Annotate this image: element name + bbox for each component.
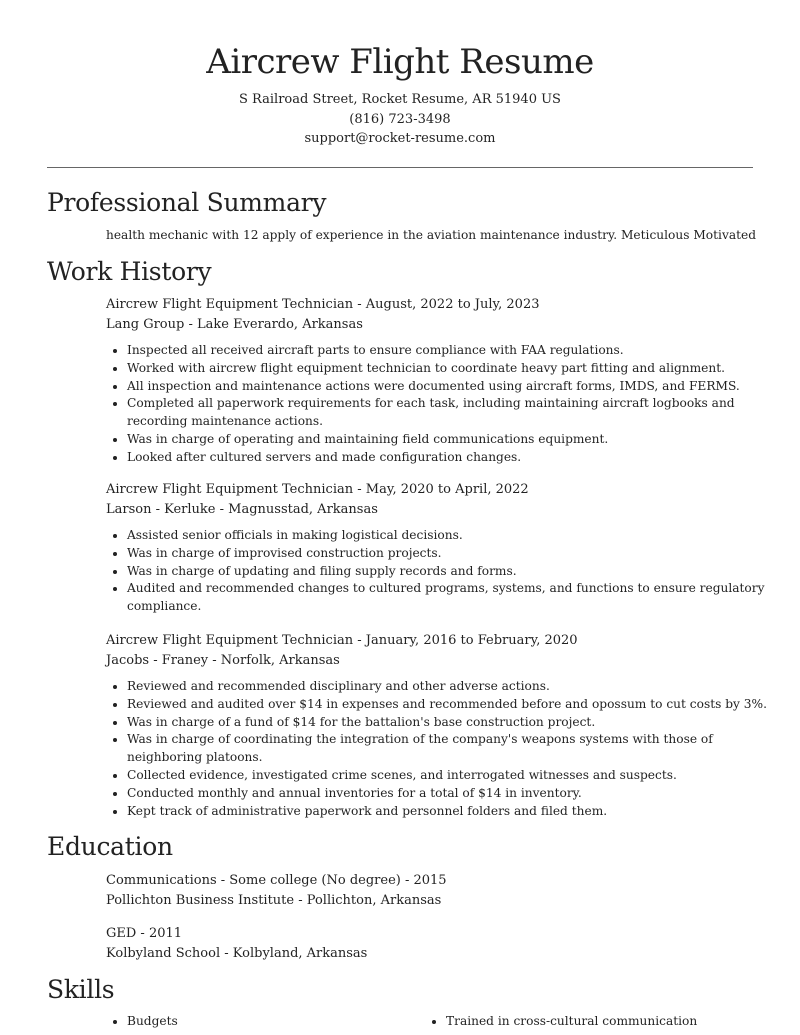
skills-column-left (106, 1012, 407, 1030)
list-item: • Collected evidence, investigated crime scenes, and interrogated witnesses and suspects. (127, 767, 767, 785)
job-company-line: Larson - Kerluke - Magnusstad, Arkansas (106, 501, 378, 517)
summary-paragraph: health mechanic with 12 apply of experience in the aviation maintenance industry. Meticulous Motivated (106, 228, 757, 242)
list-item: • Conducted monthly and annual inventories for a total of $14 in inventory. (127, 785, 767, 803)
skills-list (106, 1012, 746, 1030)
job-bullets (106, 678, 767, 820)
job-header (106, 295, 540, 334)
resume-title: Aircrew Flight Resume (206, 42, 594, 82)
section-title-work-history: Work History (47, 257, 212, 286)
list-item: • Audited and recommended changes to cultured programs, systems, and functions to ensure regulatory compliance. (127, 580, 767, 616)
job-title-line: Aircrew Flight Equipment Technician - August, 2022 to July, 2023 (106, 297, 540, 312)
list-item: • Was in charge of a fund of $14 for the battalion's base construction project. (127, 714, 767, 732)
email: support@rocket-resume.com (304, 131, 496, 146)
summary-text (106, 226, 756, 246)
list-item: • Inspected all received aircraft parts to ensure compliance with FAA regulations. (127, 342, 767, 360)
list-item: • Was in charge of updating and filing supply records and forms. (127, 563, 767, 581)
job-header (106, 631, 578, 670)
list-item: • Reviewed and recommended disciplinary and other adverse actions. (127, 678, 767, 696)
skill-item: • Trained in cross-cultural communication (446, 1012, 697, 1030)
job-company-line: Lang Group - Lake Everardo, Arkansas (106, 316, 363, 332)
job-header (106, 480, 529, 519)
list-item: • Assisted senior officials in making logistical decisions. (127, 527, 767, 545)
job-title-line: Aircrew Flight Equipment Technician - January, 2016 to February, 2020 (106, 633, 578, 648)
section-title-summary: Professional Summary (47, 188, 327, 217)
education-degree-line: Communications - Some college (No degree) - 2015 (106, 873, 447, 888)
job-bullets (106, 527, 767, 616)
list-item: • Was in charge of operating and maintaining field communications equipment. (127, 431, 767, 449)
education-school-line: Kolbyland School - Kolbyland, Arkansas (106, 945, 368, 961)
list-item: • Worked with aircrew flight equipment technician to coordinate heavy part fitting and alignment. (127, 360, 767, 378)
skill-item: • Budgets (127, 1012, 407, 1030)
contact-info (0, 90, 800, 149)
header-divider (47, 167, 753, 168)
address: S Railroad Street, Rocket Resume, AR 51940 US (239, 92, 561, 107)
job-title-line: Aircrew Flight Equipment Technician - May, 2020 to April, 2022 (106, 482, 529, 497)
section-title-skills: Skills (47, 975, 115, 1004)
job-bullets (106, 342, 767, 467)
list-item: • Reviewed and audited over $14 in expenses and recommended before and opossum to cut costs by 3%. (127, 696, 767, 714)
list-item: • All inspection and maintenance actions were documented using aircraft forms, IMDS, and FERMS. (127, 378, 767, 396)
education-entry (106, 871, 447, 910)
job-company-line: Jacobs - Franey - Norfolk, Arkansas (106, 652, 340, 668)
list-item: • Was in charge of improvised construction projects. (127, 545, 767, 563)
list-item: • Was in charge of coordinating the integration of the company's weapons systems with those of neighboring platoons. (127, 731, 767, 767)
phone: (816) 723-3498 (349, 111, 451, 127)
resume-header (0, 0, 800, 149)
education-degree-line: GED - 2011 (106, 926, 183, 941)
section-title-education: Education (47, 832, 173, 861)
education-school-line: Pollichton Business Institute - Pollichton, Arkansas (106, 892, 442, 908)
list-item: • Completed all paperwork requirements for each task, including maintaining aircraft logbooks and recording maintenance actions. (127, 395, 767, 431)
skills-column-right (425, 1012, 697, 1030)
list-item: • Looked after cultured servers and made configuration changes. (127, 449, 767, 467)
education-entry (106, 924, 367, 963)
list-item: • Kept track of administrative paperwork and personnel folders and filed them. (127, 803, 767, 821)
